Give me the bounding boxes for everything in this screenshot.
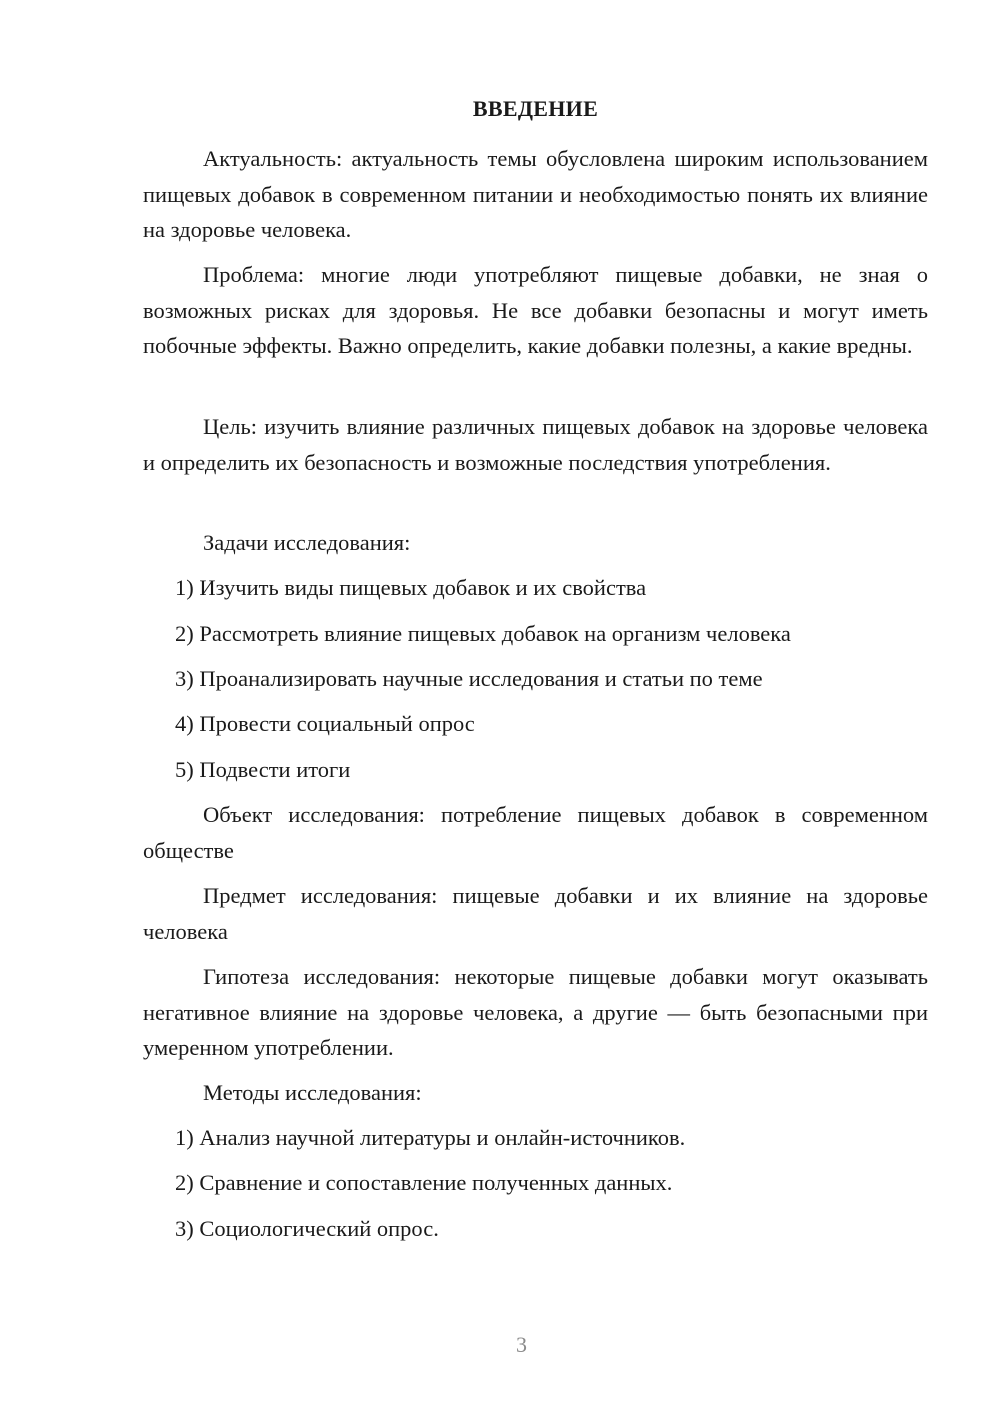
method-item-3: 3) Социологический опрос. bbox=[175, 1216, 439, 1241]
task-item-5: 5) Подвести итоги bbox=[175, 757, 351, 782]
task-item-2: 2) Рассмотреть влияние пищевых добавок на организм человека bbox=[175, 621, 791, 646]
method-item-1: 1) Анализ научной литературы и онлайн-источников. bbox=[175, 1125, 686, 1150]
page-number: 3 bbox=[516, 1332, 527, 1357]
task-item-1: 1) Изучить виды пищевых добавок и их свойства bbox=[175, 575, 647, 600]
paragraph-goal: Цель: изучить влияние различных пищевых добавок на здоровье человека и определить их безопасность и возможные последствия употребления. bbox=[143, 414, 928, 475]
methods-heading: Методы исследования: bbox=[203, 1080, 422, 1105]
task-item-3: 3) Проанализировать научные исследования и статьи по теме bbox=[175, 666, 763, 691]
tasks-heading: Задачи исследования: bbox=[203, 530, 411, 555]
paragraph-subject: Предмет исследования: пищевые добавки и их влияние на здоровье человека bbox=[143, 883, 928, 944]
page-title: ВВЕДЕНИЕ bbox=[472, 96, 599, 121]
paragraph-problem: Проблема: многие люди употребляют пищевые добавки, не зная о возможных рисках для здоровья. Не все добавки безопасны и могут иметь побочные эффекты. Важно определить, какие добавки полезны, а какие вредны. bbox=[143, 262, 928, 358]
paragraph-object: Объект исследования: потребление пищевых добавок в современном обществе bbox=[143, 802, 928, 863]
method-item-2: 2) Сравнение и сопоставление полученных данных. bbox=[175, 1170, 673, 1195]
paragraph-hypothesis: Гипотеза исследования: некоторые пищевые добавки могут оказывать негативное влияние на здоровье человека, а другие — быть безопасными при умеренном употреблении. bbox=[143, 964, 928, 1060]
paragraph-relevance: Актуальность: актуальность темы обусловлена широким использованием пищевых добавок в современном питании и необходимостью понять их влияние на здоровье человека. bbox=[143, 146, 928, 242]
document-page bbox=[143, 0, 928, 1414]
task-item-4: 4) Провести социальный опрос bbox=[175, 711, 475, 736]
